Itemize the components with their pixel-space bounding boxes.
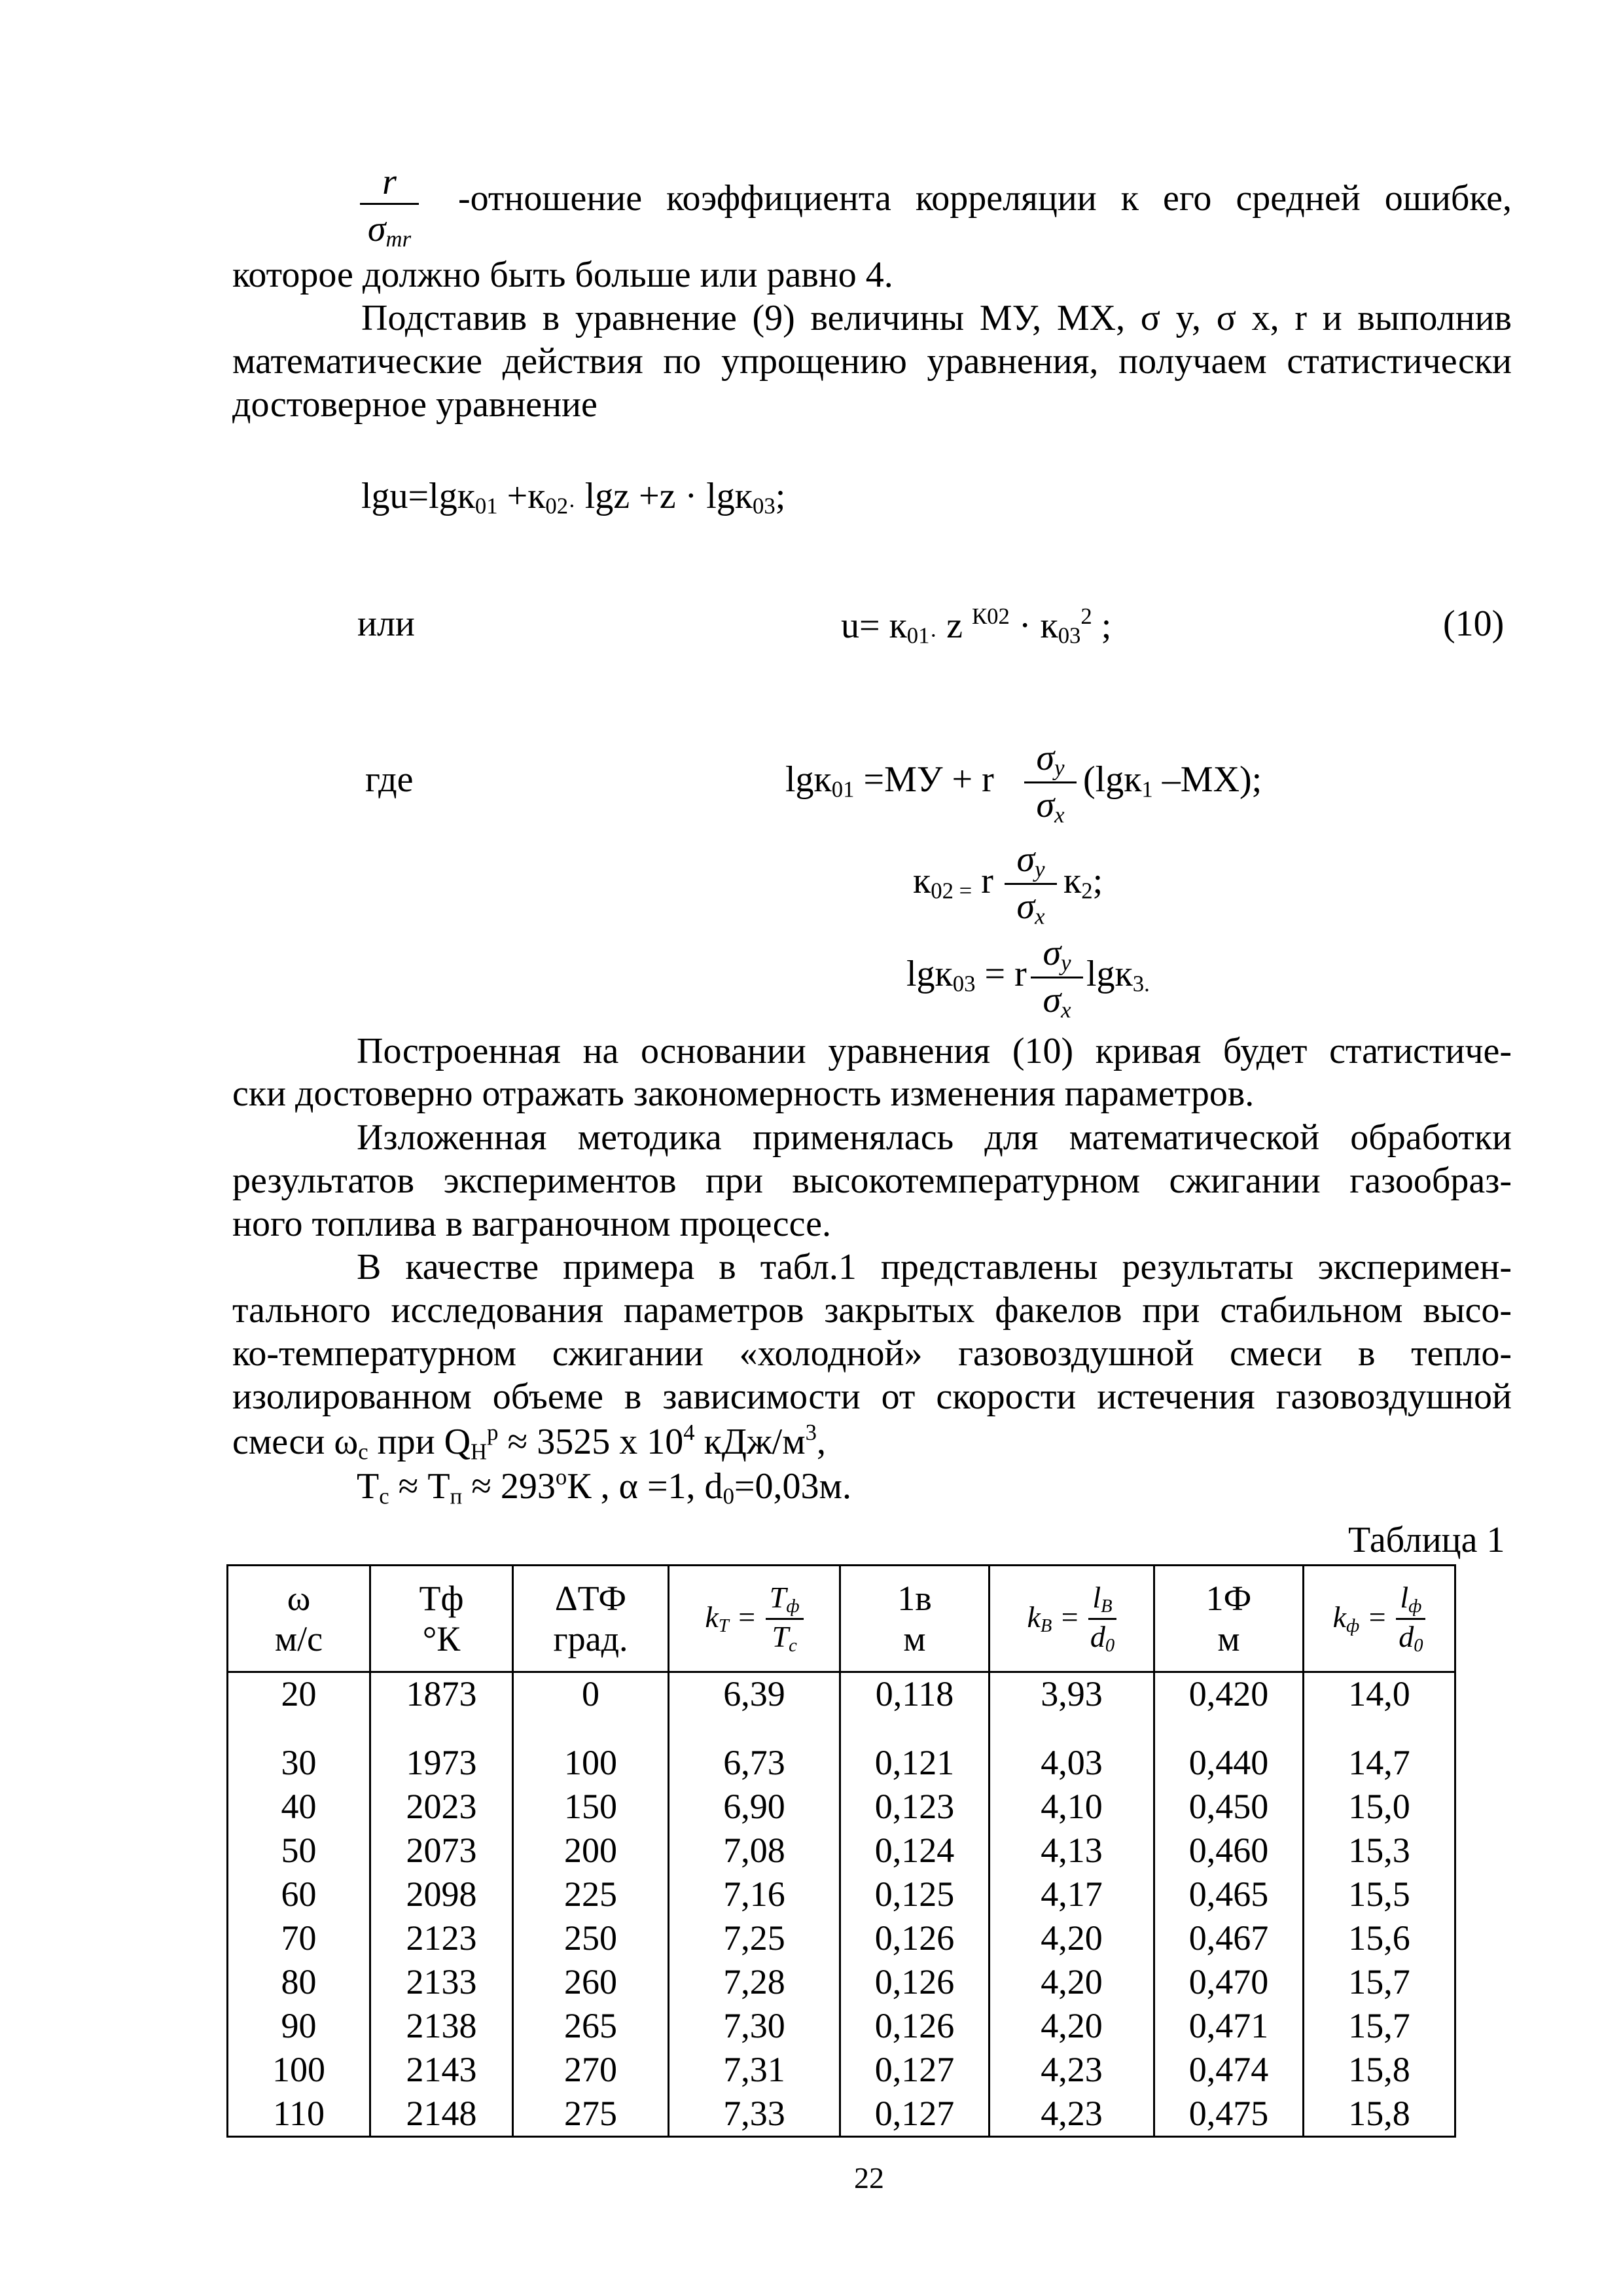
header-flame-temperature: Тф °К [370,1566,513,1672]
table-cell: 0,121 [840,1741,990,1785]
equation-label-ili: или [357,603,415,644]
paragraph-4-line-1: Изложенная методика применялась для математической обработки [357,1117,1512,1158]
table-cell: 4,20 [990,1916,1154,1960]
table-cell: 15,8 [1304,2048,1455,2092]
table-cell: 7,33 [669,2092,840,2137]
table-cell: 15,6 [1304,1916,1455,1960]
table-spacer-cell [990,1713,1154,1741]
table-row [228,2092,1455,2137]
table-cell: 50 [228,1829,370,1873]
table-row [228,1916,1455,1960]
table-cell: 15,8 [1304,2092,1455,2137]
table-cell: 0,126 [840,2004,990,2048]
table-cell: 0,474 [1154,2048,1304,2092]
table-cell: 0,460 [1154,1829,1304,1873]
paragraph-5-line-2: тального исследования параметров закрытых факелов при стабильном высо- [232,1290,1512,1331]
table-cell: 0,125 [840,1873,990,1916]
table-cell: 7,30 [669,2004,840,2048]
table-cell: 4,23 [990,2092,1154,2137]
paragraph-3-line-1: Построенная на основании уравнения (10) кривая будет статистиче- [357,1031,1512,1071]
table-cell: 4,13 [990,1829,1154,1873]
table-cell: 0,118 [840,1672,990,1714]
table-cell: 275 [513,2092,669,2137]
table-cell: 7,31 [669,2048,840,2092]
table-cell: 6,90 [669,1785,840,1829]
fraction-numerator: r [382,162,397,202]
table-cell: 0,475 [1154,2092,1304,2137]
equation-log-form: $\lg u=\lg к_{01} +к_{02\cdot}$ lgz +z · lgк$_{03}$; [361,476,786,519]
table-cell: 265 [513,2004,669,2048]
table-row [228,2004,1455,2048]
table-cell: 7,28 [669,1960,840,2004]
fraction-denominator: $\sigma_{mr}$ [367,209,412,252]
table-cell: 250 [513,1916,669,1960]
header-velocity: ω м/с [228,1566,370,1672]
table-row [228,1672,1455,1714]
header-length-f: 1Ф м [1154,1566,1304,1672]
table-cell: 225 [513,1873,669,1916]
table-spacer-cell [1304,1713,1455,1741]
fraction-sigma-y-over-sigma-x-1: $\sigma_y$ $\sigma_x$ [1024,740,1077,828]
table-cell: 0 [513,1672,669,1714]
table-row [228,1785,1455,1829]
table-cell: 60 [228,1873,370,1916]
table-cell: 2123 [370,1916,513,1960]
header-kb: $k_B$ = $\frac{l_B}{d_0}$ [990,1566,1154,1672]
table-cell: 4,17 [990,1873,1154,1916]
equation-lgk01: lgк$_{01}$ =МУ + r [785,759,994,802]
equation-label-gde: где [365,759,414,800]
equation-lgk01-tail: (lgк$_1$ –МХ); [1083,759,1262,802]
table-cell: 200 [513,1829,669,1873]
table-spacer-cell [1154,1713,1304,1741]
table-cell: 15,7 [1304,1960,1455,2004]
table-cell: 15,0 [1304,1785,1455,1829]
page-number: 22 [854,2161,884,2195]
table-caption: Таблица 1 [1348,1520,1505,1560]
equation-lgk03: lgк$_{03}$ = r [906,954,1027,997]
table-body [228,1672,1455,2137]
table-cell: 40 [228,1785,370,1829]
table-row [228,1873,1455,1916]
paragraph-2-line-1: Подставив в уравнение (9) величины МУ, МХ, σ y, σ x, r и выполнив [361,298,1512,338]
table-cell: 100 [513,1741,669,1785]
table-cell: 0,127 [840,2092,990,2137]
table-cell: 0,467 [1154,1916,1304,1960]
table-cell: 2143 [370,2048,513,2092]
header-length-b: 1в м [840,1566,990,1672]
table-cell: 2098 [370,1873,513,1916]
table-cell: 30 [228,1741,370,1785]
table-cell: 2023 [370,1785,513,1829]
table-cell: 15,3 [1304,1829,1455,1873]
table-cell: 0,127 [840,2048,990,2092]
table-cell: 14,7 [1304,1741,1455,1785]
table-cell: 4,20 [990,2004,1154,2048]
table-cell: 150 [513,1785,669,1829]
table-cell: 20 [228,1672,370,1714]
table-cell: 260 [513,1960,669,2004]
paragraph-5-line-6: $Т_с \approx Т_п \approx 293^оК$ , α =1, $d_0=0,03м$. [357,1464,851,1509]
paragraph-5-line-5: смеси $\omega_с$ при $Q_Н^р \approx 3525$ х $10^4$ кДж/$м^3$, [232,1420,827,1465]
table-cell: 0,471 [1154,2004,1304,2048]
table-row [228,1960,1455,2004]
table-cell: 0,126 [840,1916,990,1960]
paragraph-4-line-2: результатов экспериментов при высокотемпературном сжигании газообраз- [232,1160,1512,1201]
table-cell: 0,450 [1154,1785,1304,1829]
table-cell: 0,440 [1154,1741,1304,1785]
table-cell: 6,73 [669,1741,840,1785]
paragraph-1-line-2: которое должно быть больше или равно 4. [232,255,893,295]
table-spacer-cell [669,1713,840,1741]
table-cell: 0,126 [840,1960,990,2004]
table-spacer-row [228,1713,1455,1741]
table-cell: 15,7 [1304,2004,1455,2048]
paragraph-1-line-1: -отношение коэффициента корреляции к его средней ошибке, [458,178,1512,219]
table-cell: 15,5 [1304,1873,1455,1916]
table-cell: 80 [228,1960,370,2004]
fraction-r-over-sigma-mr [360,162,419,252]
header-kt: $k_T$ = $T_ф$ $T_c$ [669,1566,840,1672]
paragraph-5-line-1: В качестве примера в табл.1 представлены результаты эксперимен- [357,1247,1512,1287]
table-cell: 0,470 [1154,1960,1304,2004]
paragraph-5-line-3: ко-температурном сжигании «холодной» газовоздушной смеси в тепло- [232,1333,1512,1374]
paragraph-3-line-2: ски достоверно отражать закономерность изменения параметров. [232,1073,1255,1114]
table-cell: 0,465 [1154,1873,1304,1916]
table-cell: 6,39 [669,1672,840,1714]
table-cell: 3,93 [990,1672,1154,1714]
table-spacer-cell [228,1713,370,1741]
table-cell: 4,10 [990,1785,1154,1829]
table-cell: 4,20 [990,1960,1154,2004]
paragraph-2-line-2: математические действия по упрощению уравнения, получаем статистически [232,341,1512,382]
data-table [226,1564,1456,2138]
table-cell: 270 [513,2048,669,2092]
table-cell: 0,123 [840,1785,990,1829]
table-cell: 110 [228,2092,370,2137]
table-row [228,2048,1455,2092]
table-cell: 14,0 [1304,1672,1455,1714]
table-cell: 2138 [370,2004,513,2048]
table-spacer-cell [370,1713,513,1741]
table-cell: 4,03 [990,1741,1154,1785]
equation-k02: $к_{02 =}$ r [913,861,993,904]
paragraph-5-line-4: изолированном объеме в зависимости от скорости истечения газовоздушной [232,1376,1512,1417]
paragraph-4-line-3: ного топлива в ваграночном процессе. [232,1204,832,1244]
table-header-row [228,1566,1455,1672]
table-cell: 100 [228,2048,370,2092]
table-cell: 0,420 [1154,1672,1304,1714]
fraction-sigma-y-over-sigma-x-3: $\sigma_y$ $\sigma_x$ [1031,935,1083,1023]
table-cell: 7,16 [669,1873,840,1916]
paragraph-2-line-3: достоверное уравнение [232,384,597,425]
table-spacer-cell [513,1713,669,1741]
header-kf: $k_ф$ = $l_ф$ $d_0$ [1304,1566,1455,1672]
table-cell: 70 [228,1916,370,1960]
table-row [228,1829,1455,1873]
fraction-sigma-y-over-sigma-x-2: $\sigma_y$ $\sigma_x$ [1005,841,1057,929]
table-cell: 2073 [370,1829,513,1873]
table-spacer-cell [840,1713,990,1741]
table-row [228,1741,1455,1785]
table-cell: 7,25 [669,1916,840,1960]
equation-power-form: $u= к_{01\cdot}$ z $^{К02} \cdot к_{03}^2$ ; [841,603,1112,649]
table-cell: 1973 [370,1741,513,1785]
table-cell: 0,124 [840,1829,990,1873]
table-cell: 90 [228,2004,370,2048]
table-cell: 7,08 [669,1829,840,1873]
table-cell: 4,23 [990,2048,1154,2092]
equation-k02-tail: $к_2$; [1063,861,1103,904]
header-delta-temperature: ΔТФ град. [513,1566,669,1672]
fraction-bar [360,203,419,205]
equation-number: (10) [1443,603,1505,644]
equation-lgk03-tail: lgк$_{3.}$ [1086,954,1150,997]
table-cell: 1873 [370,1672,513,1714]
table-cell: 2133 [370,1960,513,2004]
table-cell: 2148 [370,2092,513,2137]
